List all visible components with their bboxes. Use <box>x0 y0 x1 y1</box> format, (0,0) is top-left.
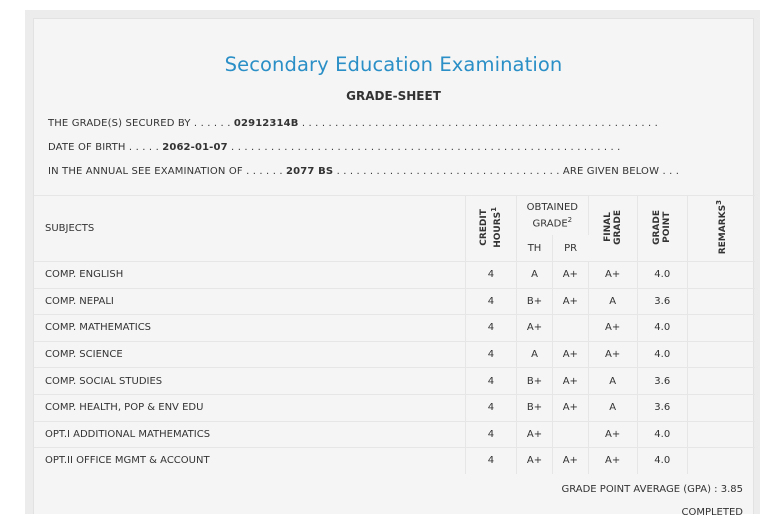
final-grade-cell: A+ <box>588 341 637 368</box>
remarks-cell <box>687 394 755 421</box>
remarks-cell <box>687 262 755 289</box>
grade-point-cell: 3.6 <box>637 288 687 315</box>
header-grade-point <box>637 196 687 262</box>
credit-hours-cell: 4 <box>465 368 516 395</box>
header-final-grade <box>588 196 637 262</box>
final-grade-cell: A <box>588 368 637 395</box>
practical-grade-cell: A+ <box>553 288 589 315</box>
grade-point-cell: 4.0 <box>637 315 687 342</box>
table-row <box>34 448 755 474</box>
symbol-number: 02912314B <box>233 118 299 129</box>
subject-cell: OPT.II OFFICE MGMT & ACCOUNT <box>34 448 465 474</box>
credit-hours-cell: 4 <box>465 288 516 315</box>
date-of-birth: 2062-01-07 <box>162 142 228 153</box>
final-grade-cell: A+ <box>588 448 637 474</box>
dob-prefix: DATE OF BIRTH . . . . . <box>48 142 163 153</box>
final-grade-cell: A+ <box>588 315 637 342</box>
grade-point-line2: POINT <box>662 211 673 243</box>
table-row <box>34 341 755 368</box>
theory-grade-cell: B+ <box>516 394 552 421</box>
subject-cell: COMP. NEPALI <box>34 288 465 315</box>
grade-point-cell: 4.0 <box>637 341 687 368</box>
theory-grade-cell: A+ <box>516 421 552 448</box>
theory-grade-cell: B+ <box>516 368 552 395</box>
subject-cell: COMP. SCIENCE <box>34 341 465 368</box>
page-title: Secondary Education Examination <box>224 53 563 76</box>
final-grade-cell: A+ <box>588 262 637 289</box>
credit-hours-cell: 4 <box>465 262 516 289</box>
remarks-cell <box>687 448 755 474</box>
practical-grade-cell <box>553 315 589 342</box>
credit-hours-cell: 4 <box>465 394 516 421</box>
symbol-number-suffix: . . . . . . . . . . . . . . . . . . . . . . . . . . . . . . . . . . . . . . . . . . . . . . . . . . . . . . <box>298 118 659 129</box>
obtained-line2: GRADE <box>532 218 568 230</box>
credit-hours-line1: CREDIT <box>478 208 489 246</box>
credit-hours-cell: 4 <box>465 341 516 368</box>
grade-rows <box>34 262 755 474</box>
remarks-cell <box>687 421 755 448</box>
practical-grade-cell: A+ <box>553 448 589 474</box>
theory-grade-cell: A+ <box>516 448 552 474</box>
remarks-cell <box>687 341 755 368</box>
theory-grade-cell: B+ <box>516 288 552 315</box>
header-pr: PR <box>564 242 578 254</box>
theory-grade-cell: A+ <box>516 315 552 342</box>
credit-hours-cell: 4 <box>465 315 516 342</box>
table-row <box>34 288 755 315</box>
subject-cell: OPT.I ADDITIONAL MATHEMATICS <box>34 421 465 448</box>
remarks-footnote: 3 <box>715 199 724 205</box>
grade-point-line1: GRADE <box>652 209 663 245</box>
practical-grade-cell: A+ <box>553 262 589 289</box>
symbol-number-prefix: THE GRADE(S) SECURED BY . . . . . . <box>48 118 234 129</box>
theory-grade-cell: A <box>516 341 552 368</box>
obtained-footnote: 2 <box>567 215 573 224</box>
subject-cell: COMP. ENGLISH <box>34 262 465 289</box>
remarks-cell <box>687 315 755 342</box>
header-subjects: SUBJECTS <box>34 196 465 262</box>
practical-grade-cell: A+ <box>553 341 589 368</box>
grade-sheet-card <box>25 10 760 518</box>
remarks-cell <box>687 368 755 395</box>
date-of-birth-line <box>48 142 621 153</box>
grades-table <box>34 195 755 474</box>
table-row <box>34 315 755 342</box>
practical-grade-cell <box>553 421 589 448</box>
remarks-label: REMARKS <box>718 204 729 255</box>
grade-point-cell: 4.0 <box>637 262 687 289</box>
subject-cell: COMP. MATHEMATICS <box>34 315 465 342</box>
credit-hours-cell: 4 <box>465 448 516 474</box>
final-grade-line1: FINAL <box>602 212 613 242</box>
symbol-number-line <box>48 118 658 129</box>
gpa-summary: GRADE POINT AVERAGE (GPA) : 3.85 <box>561 484 743 495</box>
grade-sheet-heading: GRADE-SHEET <box>346 89 441 103</box>
subject-cell: COMP. SOCIAL STUDIES <box>34 368 465 395</box>
final-grade-cell: A <box>588 394 637 421</box>
final-grade-cell: A <box>588 288 637 315</box>
final-grade-line2: GRADE <box>612 209 623 245</box>
remarks-cell <box>687 288 755 315</box>
header-credit-hours <box>465 196 516 262</box>
grade-point-cell: 4.0 <box>637 421 687 448</box>
theory-grade-cell: A <box>516 262 552 289</box>
grade-point-cell: 4.0 <box>637 448 687 474</box>
dob-suffix: . . . . . . . . . . . . . . . . . . . . . . . . . . . . . . . . . . . . . . . . . . . . . . . . . . . . . . . . . . . <box>227 142 621 153</box>
grade-point-cell: 3.6 <box>637 394 687 421</box>
final-grade-cell: A+ <box>588 421 637 448</box>
credit-hours-cell: 4 <box>465 421 516 448</box>
exam-year: 2077 BS <box>286 166 334 177</box>
grade-point-cell: 3.6 <box>637 368 687 395</box>
exam-suffix: . . . . . . . . . . . . . . . . . . . . . . . . . . . . . . . . . . ARE GIVEN BELOW . . . <box>333 166 680 177</box>
practical-grade-cell: A+ <box>553 368 589 395</box>
table-row <box>34 394 755 421</box>
header-remarks <box>687 196 755 262</box>
header-th: TH <box>516 235 552 261</box>
obtained-line1: OBTAINED <box>526 201 578 213</box>
practical-grade-cell: A+ <box>553 394 589 421</box>
table-row <box>34 368 755 395</box>
table-row <box>34 421 755 448</box>
credit-hours-footnote: 1 <box>489 206 498 212</box>
exam-line <box>48 166 679 177</box>
exam-prefix: IN THE ANNUAL SEE EXAMINATION OF . . . . . . <box>48 166 287 177</box>
table-row <box>34 262 755 289</box>
subject-cell: COMP. HEALTH, POP & ENV EDU <box>34 394 465 421</box>
header-obtained-grade <box>516 196 588 236</box>
status-label: COMPLETED <box>681 507 743 518</box>
grade-sheet-panel <box>33 18 754 518</box>
credit-hours-line2: HOURS <box>492 211 503 248</box>
